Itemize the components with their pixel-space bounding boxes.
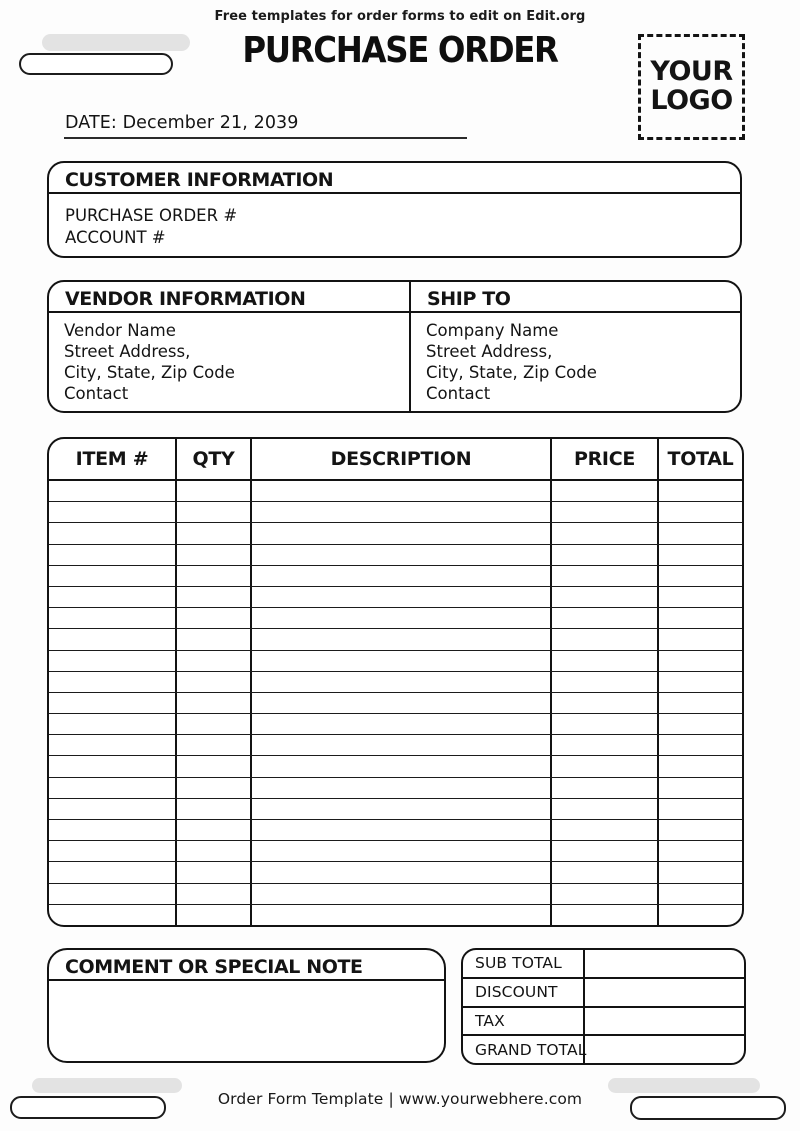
- column-header-price: PRICE: [552, 439, 659, 479]
- item-cell-c2[interactable]: [177, 481, 252, 501]
- account-number-field[interactable]: ACCOUNT #: [65, 228, 166, 247]
- date-field[interactable]: DATE: December 21, 2039: [65, 113, 299, 133]
- item-cell-c3[interactable]: [252, 566, 552, 586]
- item-cell-c3[interactable]: [252, 693, 552, 713]
- item-cell-c3[interactable]: [252, 523, 552, 543]
- subtotal-value-cell[interactable]: [585, 950, 744, 977]
- item-row: [49, 651, 742, 672]
- items-table-header: [49, 439, 742, 481]
- item-cell-c2[interactable]: [177, 651, 252, 671]
- grand-total-label: GRAND TOTAL: [463, 1036, 585, 1063]
- item-cell-c1[interactable]: [49, 841, 177, 861]
- shipto-street-field[interactable]: Street Address,: [426, 342, 553, 361]
- item-cell-c3[interactable]: [252, 714, 552, 734]
- discount-label: DISCOUNT: [463, 979, 585, 1006]
- item-cell-c1[interactable]: [49, 566, 177, 586]
- logo-text: YOUR LOGO: [650, 56, 733, 116]
- vendor-city-field[interactable]: City, State, Zip Code: [64, 363, 235, 382]
- placeholder-pill-bottom-right: [630, 1096, 786, 1120]
- item-cell-c2[interactable]: [177, 905, 252, 925]
- item-row: [49, 841, 742, 862]
- item-row: [49, 566, 742, 587]
- item-cell-c5[interactable]: [659, 587, 742, 607]
- grand-total-value-cell[interactable]: [585, 1036, 744, 1063]
- items-table: [47, 437, 744, 927]
- item-row: [49, 672, 742, 693]
- item-cell-c1[interactable]: [49, 735, 177, 755]
- item-cell-c5[interactable]: [659, 735, 742, 755]
- comment-box: [47, 948, 446, 1063]
- column-header-qty: QTY: [177, 439, 252, 479]
- item-cell-c2[interactable]: [177, 672, 252, 692]
- item-row: [49, 608, 742, 629]
- item-cell-c4[interactable]: [552, 502, 659, 522]
- item-cell-c2[interactable]: [177, 862, 252, 882]
- item-cell-c2[interactable]: [177, 693, 252, 713]
- item-cell-c4[interactable]: [552, 587, 659, 607]
- item-cell-c1[interactable]: [49, 756, 177, 776]
- item-cell-c4[interactable]: [552, 820, 659, 840]
- totals-box: [461, 948, 746, 1065]
- item-cell-c1[interactable]: [49, 884, 177, 904]
- item-cell-c4[interactable]: [552, 841, 659, 861]
- item-cell-c1[interactable]: [49, 545, 177, 565]
- item-cell-c4[interactable]: [552, 714, 659, 734]
- shipto-company-field[interactable]: Company Name: [426, 321, 559, 340]
- item-cell-c2[interactable]: [177, 778, 252, 798]
- item-cell-c5[interactable]: [659, 481, 742, 501]
- item-cell-c4[interactable]: [552, 905, 659, 925]
- item-cell-c1[interactable]: [49, 502, 177, 522]
- item-cell-c5[interactable]: [659, 672, 742, 692]
- ship-to-title: SHIP TO: [411, 282, 740, 313]
- item-cell-c5[interactable]: [659, 799, 742, 819]
- item-cell-c5[interactable]: [659, 905, 742, 925]
- item-cell-c5[interactable]: [659, 629, 742, 649]
- item-row: [49, 862, 742, 883]
- column-header-total: TOTAL: [667, 448, 734, 470]
- item-cell-c3[interactable]: [252, 502, 552, 522]
- item-cell-c4[interactable]: [552, 481, 659, 501]
- page-title: PURCHASE ORDER: [242, 30, 558, 71]
- top-note: Free templates for order forms to edit on Edit.org: [214, 9, 586, 24]
- item-cell-c1[interactable]: [49, 693, 177, 713]
- item-row: [49, 629, 742, 650]
- item-cell-c4[interactable]: [552, 884, 659, 904]
- customer-information-box: [47, 161, 742, 258]
- item-cell-c5[interactable]: [659, 545, 742, 565]
- shipto-city-field[interactable]: City, State, Zip Code: [426, 363, 597, 382]
- footer-text: Order Form Template | www.yourwebhere.com: [217, 1090, 583, 1108]
- item-cell-c2[interactable]: [177, 799, 252, 819]
- item-row: [49, 735, 742, 756]
- grand-total-row: [463, 1034, 744, 1063]
- item-cell-c3[interactable]: [252, 651, 552, 671]
- item-cell-c4[interactable]: [552, 672, 659, 692]
- item-cell-c3[interactable]: [252, 608, 552, 628]
- item-cell-c2[interactable]: [177, 714, 252, 734]
- item-cell-c2[interactable]: [177, 884, 252, 904]
- item-cell-c4[interactable]: [552, 651, 659, 671]
- item-cell-c1[interactable]: [49, 523, 177, 543]
- item-cell-c3[interactable]: [252, 799, 552, 819]
- ship-to-column: [411, 282, 740, 411]
- item-cell-c2[interactable]: [177, 502, 252, 522]
- vendor-shipto-box: [47, 280, 742, 413]
- item-row: [49, 799, 742, 820]
- comment-input-area[interactable]: [49, 981, 444, 1061]
- item-cell-c2[interactable]: [177, 545, 252, 565]
- column-header-item: ITEM #: [49, 439, 177, 479]
- item-row: [49, 820, 742, 841]
- item-cell-c1[interactable]: [49, 587, 177, 607]
- vendor-street-field[interactable]: Street Address,: [64, 342, 191, 361]
- item-row: [49, 587, 742, 608]
- tax-label: TAX: [463, 1008, 585, 1035]
- placeholder-blob-bottom-right: [608, 1078, 760, 1093]
- item-cell-c5[interactable]: [659, 502, 742, 522]
- item-row: [49, 481, 742, 502]
- item-cell-c3[interactable]: [252, 629, 552, 649]
- date-underline: [64, 137, 467, 139]
- item-cell-c5[interactable]: [659, 862, 742, 882]
- item-cell-c5[interactable]: [659, 820, 742, 840]
- subtotal-label: SUB TOTAL: [463, 950, 585, 977]
- item-cell-c5[interactable]: [659, 756, 742, 776]
- item-cell-c2[interactable]: [177, 523, 252, 543]
- item-cell-c3[interactable]: [252, 884, 552, 904]
- placeholder-pill-bottom-left: [10, 1096, 166, 1119]
- vendor-contact-field[interactable]: Contact: [64, 384, 129, 403]
- item-cell-c4[interactable]: [552, 629, 659, 649]
- item-row: [49, 545, 742, 566]
- item-cell-c5[interactable]: [659, 693, 742, 713]
- vendor-name-field[interactable]: Vendor Name: [64, 321, 176, 340]
- item-cell-c1[interactable]: [49, 905, 177, 925]
- item-row: [49, 714, 742, 735]
- item-cell-c5[interactable]: [659, 608, 742, 628]
- item-cell-c2[interactable]: [177, 756, 252, 776]
- tax-row: [463, 1006, 744, 1035]
- discount-value-cell[interactable]: [585, 979, 744, 1006]
- item-cell-c5[interactable]: [659, 651, 742, 671]
- logo-placeholder[interactable]: [638, 34, 745, 140]
- item-cell-c5[interactable]: [659, 523, 742, 543]
- item-cell-c3[interactable]: [252, 735, 552, 755]
- item-cell-c3[interactable]: [252, 672, 552, 692]
- item-cell-c5[interactable]: [659, 884, 742, 904]
- item-cell-c4[interactable]: [552, 735, 659, 755]
- item-cell-c2[interactable]: [177, 629, 252, 649]
- item-cell-c4[interactable]: [552, 862, 659, 882]
- item-row: [49, 523, 742, 544]
- vendor-information-column: [49, 282, 411, 411]
- item-cell-c2[interactable]: [177, 735, 252, 755]
- item-cell-c4[interactable]: [552, 523, 659, 543]
- item-cell-c4[interactable]: [552, 799, 659, 819]
- item-cell-c2[interactable]: [177, 841, 252, 861]
- item-row: [49, 502, 742, 523]
- item-cell-c1[interactable]: [49, 862, 177, 882]
- item-cell-c1[interactable]: [49, 481, 177, 501]
- item-row: [49, 905, 742, 925]
- item-cell-c4[interactable]: [552, 693, 659, 713]
- item-cell-c3[interactable]: [252, 820, 552, 840]
- item-cell-c1[interactable]: [49, 651, 177, 671]
- item-cell-c1[interactable]: [49, 629, 177, 649]
- item-cell-c1[interactable]: [49, 820, 177, 840]
- item-cell-c4[interactable]: [552, 566, 659, 586]
- item-row: [49, 756, 742, 777]
- item-cell-c1[interactable]: [49, 778, 177, 798]
- item-cell-c1[interactable]: [49, 672, 177, 692]
- item-cell-c4[interactable]: [552, 608, 659, 628]
- item-cell-c4[interactable]: [552, 545, 659, 565]
- item-cell-c3[interactable]: [252, 481, 552, 501]
- item-cell-c3[interactable]: [252, 756, 552, 776]
- item-cell-c2[interactable]: [177, 587, 252, 607]
- item-cell-c3[interactable]: [252, 778, 552, 798]
- shipto-contact-field[interactable]: Contact: [426, 384, 491, 403]
- item-cell-c1[interactable]: [49, 608, 177, 628]
- column-header-description: DESCRIPTION: [252, 439, 552, 479]
- item-cell-c5[interactable]: [659, 841, 742, 861]
- items-table-body: [49, 481, 742, 925]
- item-cell-c2[interactable]: [177, 608, 252, 628]
- item-cell-c5[interactable]: [659, 566, 742, 586]
- item-cell-c3[interactable]: [252, 545, 552, 565]
- item-cell-c3[interactable]: [252, 841, 552, 861]
- item-cell-c4[interactable]: [552, 778, 659, 798]
- item-cell-c3[interactable]: [252, 587, 552, 607]
- comment-box-title: COMMENT OR SPECIAL NOTE: [49, 950, 444, 981]
- item-cell-c3[interactable]: [252, 862, 552, 882]
- purchase-order-number-field[interactable]: PURCHASE ORDER #: [65, 206, 238, 225]
- item-row: [49, 884, 742, 905]
- item-row: [49, 778, 742, 799]
- item-cell-c1[interactable]: [49, 714, 177, 734]
- item-cell-c2[interactable]: [177, 566, 252, 586]
- tax-value-cell[interactable]: [585, 1008, 744, 1035]
- item-cell-c1[interactable]: [49, 799, 177, 819]
- item-cell-c3[interactable]: [252, 905, 552, 925]
- item-row: [49, 693, 742, 714]
- vendor-information-title: VENDOR INFORMATION: [49, 282, 409, 313]
- customer-information-title: CUSTOMER INFORMATION: [49, 163, 740, 194]
- item-cell-c2[interactable]: [177, 820, 252, 840]
- placeholder-blob-bottom-left: [32, 1078, 182, 1093]
- item-cell-c4[interactable]: [552, 756, 659, 776]
- discount-row: [463, 977, 744, 1006]
- subtotal-row: [463, 950, 744, 977]
- item-cell-c5[interactable]: [659, 714, 742, 734]
- item-cell-c5[interactable]: [659, 778, 742, 798]
